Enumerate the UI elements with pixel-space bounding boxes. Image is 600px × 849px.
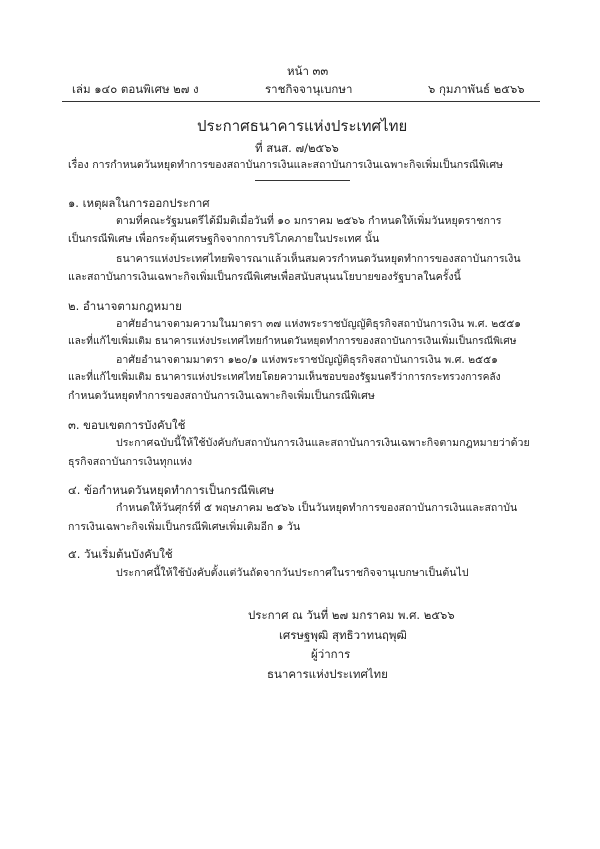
announcement-number: ที่ สนส. ๗/๒๕๖๖: [255, 141, 339, 155]
section-3-para1-line2: ธุรกิจสถาบันการเงินทุกแห่ง: [68, 456, 193, 468]
section-1-para1-line2: เป็นกรณีพิเศษ เพื่อกระตุ้นเศรษฐกิจจากการบริโภคภายในประเทศ นั้น: [68, 233, 380, 245]
section-1-heading: ๑. เหตุผลในการออกประกาศ: [68, 196, 210, 210]
volume-info: เล่ม ๑๔๐ ตอนพิเศษ ๒๗ ง: [72, 82, 199, 96]
signatory-name: เศรษฐพุฒิ สุทธิวาทนฤพุฒิ: [279, 628, 407, 642]
section-2-para2-line2: และที่แก้ไขเพิ่มเติม ธนาคารแห่งประเทศไทยโดยความเห็นชอบของรัฐมนตรีว่าการกระทรวงการคลัง: [68, 372, 501, 383]
announcement-subject: เรื่อง การกำหนดวันหยุดทำการของสถาบันการเงินและสถาบันการเงินเฉพาะกิจเพิ่มเป็นกรณีพิเศษ: [68, 159, 504, 171]
section-1-para2-line1: ธนาคารแห่งประเทศไทยพิจารณาแล้วเห็นสมควรกำหนดวันหยุดทำการของสถาบันการเงิน: [116, 253, 521, 265]
section-2-para2-line1: อาศัยอำนาจตามมาตรา ๑๒๐/๑ แห่งพระราชบัญญัติธุรกิจสถาบันการเงิน พ.ศ. ๒๕๕๑: [116, 354, 498, 366]
publication-date: ๖ กุมภาพันธ์ ๒๕๖๖: [428, 82, 525, 96]
section-5-heading: ๕. วันเริ่มต้นบังคับใช้: [68, 547, 173, 561]
section-2-para1-line1: อาศัยอำนาจตามความในมาตรา ๓๗ แห่งพระราชบัญญัติธุรกิจสถาบันการเงิน พ.ศ. ๒๕๕๑: [116, 318, 521, 330]
title-divider: [255, 180, 350, 181]
section-5-para1-line1: ประกาศนี้ให้ใช้บังคับตั้งแต่วันถัดจากวันประกาศในราชกิจจานุเบกษาเป็นต้นไป: [116, 567, 469, 579]
section-3-heading: ๓. ขอบเขตการบังคับใช้: [68, 418, 186, 432]
section-3-para1-line1: ประกาศฉบับนี้ให้ใช้บังคับกับสถาบันการเงินและสถาบันการเงินเฉพาะกิจตามกฎหมายว่าด้วย: [116, 437, 530, 449]
section-1-para2-line2: และสถาบันการเงินเฉพาะกิจเพิ่มเป็นกรณีพิเศษเพื่อสนับสนุนนโยบายของรัฐบาลในครั้งนี้: [68, 271, 461, 283]
section-2-heading: ๒. อำนาจตามกฎหมาย: [68, 299, 182, 313]
header-divider: [62, 101, 540, 102]
announcement-title: ประกาศธนาคารแห่งประเทศไทย: [197, 117, 408, 135]
signatory-organization: ธนาคารแห่งประเทศไทย: [267, 667, 388, 681]
signatory-position: ผู้ว่าการ: [311, 647, 351, 661]
section-4-para1-line1: กำหนดให้วันศุกร์ที่ ๕ พฤษภาคม ๒๕๖๖ เป็นวันหยุดทำการของสถาบันการเงินและสถาบัน: [116, 502, 518, 514]
signature-date: ประกาศ ณ วันที่ ๒๗ มกราคม พ.ศ. ๒๕๖๖: [248, 608, 455, 622]
page-number: หน้า ๓๓: [287, 64, 329, 78]
gazette-name: ราชกิจจานุเบกษา: [265, 82, 353, 96]
section-2-para2-line3: กำหนดวันหยุดทำการของสถาบันการเงินเฉพาะกิจเพิ่มเป็นกรณีพิเศษ: [68, 390, 375, 402]
section-4-para1-line2: การเงินเฉพาะกิจเพิ่มเป็นกรณีพิเศษเพิ่มเติมอีก ๑ วัน: [68, 521, 301, 533]
section-4-heading: ๔. ข้อกำหนดวันหยุดทำการเป็นกรณีพิเศษ: [68, 483, 275, 497]
section-1-para1-line1: ตามที่คณะรัฐมนตรีได้มีมติเมื่อวันที่ ๑๐ มกราคม ๒๕๖๖ กำหนดให้เพิ่มวันหยุดราชการ: [116, 215, 502, 227]
section-2-para1-line2: และที่แก้ไขเพิ่มเติม ธนาคารแห่งประเทศไทยกำหนดวันหยุดทำการของสถาบันการเงินเพิ่มเป็นกรณีพิเศษ: [68, 336, 517, 347]
